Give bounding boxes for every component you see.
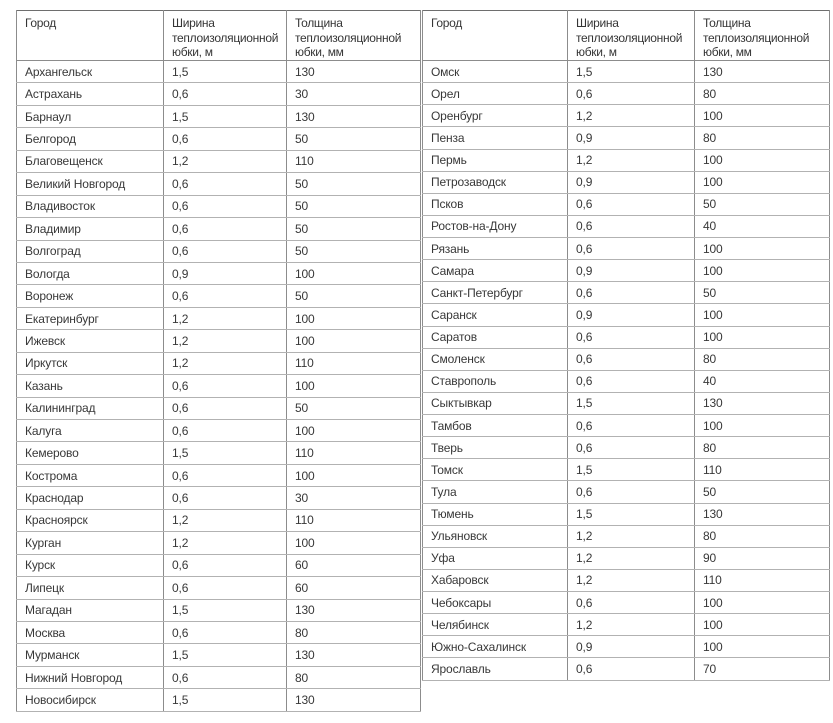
thickness-cell: 130 — [695, 61, 830, 83]
table-row — [423, 592, 830, 614]
width-cell: 1,5 — [164, 599, 287, 621]
thickness-cell: 100 — [695, 238, 830, 260]
table-row — [423, 503, 830, 525]
width-cell: 0,6 — [164, 621, 287, 643]
width-cell: 1,5 — [164, 61, 287, 83]
table-row — [17, 352, 421, 374]
width-cell: 1,5 — [568, 61, 695, 83]
thickness-cell: 110 — [287, 352, 421, 374]
city-cell: Петрозаводск — [423, 171, 568, 193]
width-cell: 1,5 — [164, 689, 287, 711]
thickness-cell: 30 — [287, 487, 421, 509]
table-row — [17, 689, 421, 711]
city-cell: Владимир — [17, 218, 164, 240]
width-cell: 0,6 — [568, 193, 695, 215]
city-cell: Казань — [17, 375, 164, 397]
city-cell: Новосибирск — [17, 689, 164, 711]
table-row — [17, 666, 421, 688]
width-cell: 1,2 — [164, 509, 287, 531]
table-row — [17, 644, 421, 666]
width-cell: 1,5 — [568, 459, 695, 481]
width-cell: 0,6 — [164, 285, 287, 307]
width-cell: 0,9 — [568, 636, 695, 658]
city-cell: Красноярск — [17, 509, 164, 531]
table-row — [423, 614, 830, 636]
thickness-cell: 80 — [695, 83, 830, 105]
header-row — [423, 11, 830, 61]
city-cell: Магадан — [17, 599, 164, 621]
width-cell: 1,2 — [164, 352, 287, 374]
table-row — [17, 307, 421, 329]
city-cell: Санкт-Петербург — [423, 282, 568, 304]
table-row — [423, 61, 830, 83]
width-cell: 0,6 — [568, 215, 695, 237]
table-row — [17, 442, 421, 464]
width-cell: 1,5 — [164, 442, 287, 464]
width-cell: 1,2 — [568, 547, 695, 569]
thickness-cell: 110 — [695, 459, 830, 481]
city-cell: Волгоград — [17, 240, 164, 262]
table-row — [423, 238, 830, 260]
width-cell: 1,5 — [164, 644, 287, 666]
thickness-cell: 100 — [695, 171, 830, 193]
city-cell: Кострома — [17, 464, 164, 486]
city-cell: Нижний Новгород — [17, 666, 164, 688]
thickness-cell: 50 — [287, 128, 421, 150]
width-cell: 0,9 — [568, 127, 695, 149]
city-cell: Липецк — [17, 577, 164, 599]
table-row — [423, 105, 830, 127]
city-cell: Южно-Сахалинск — [423, 636, 568, 658]
city-cell: Благовещенск — [17, 150, 164, 172]
city-cell: Уфа — [423, 547, 568, 569]
city-cell: Смоленск — [423, 348, 568, 370]
table-row — [423, 149, 830, 171]
width-cell: 1,2 — [164, 532, 287, 554]
thickness-cell: 110 — [287, 509, 421, 531]
thickness-cell: 40 — [695, 215, 830, 237]
thickness-cell: 130 — [287, 644, 421, 666]
table-row — [17, 330, 421, 352]
table-row — [423, 547, 830, 569]
width-cell: 1,2 — [164, 150, 287, 172]
city-cell: Сыктывкар — [423, 392, 568, 414]
table-row — [17, 621, 421, 643]
thickness-cell: 130 — [287, 61, 421, 83]
table-row — [17, 397, 421, 419]
city-cell: Ижевск — [17, 330, 164, 352]
city-cell: Омск — [423, 61, 568, 83]
width-cell: 0,6 — [164, 577, 287, 599]
thickness-cell: 100 — [287, 375, 421, 397]
table-row — [423, 370, 830, 392]
width-cell: 0,6 — [568, 326, 695, 348]
thickness-cell: 70 — [695, 658, 830, 680]
city-cell: Великий Новгород — [17, 173, 164, 195]
city-cell: Самара — [423, 260, 568, 282]
width-cell: 0,9 — [164, 262, 287, 284]
width-cell: 0,6 — [568, 238, 695, 260]
city-cell: Астрахань — [17, 83, 164, 105]
city-cell: Саратов — [423, 326, 568, 348]
thickness-cell: 110 — [287, 442, 421, 464]
table-row — [423, 304, 830, 326]
width-cell: 1,2 — [568, 105, 695, 127]
width-cell: 0,6 — [568, 437, 695, 459]
width-cell: 0,6 — [568, 415, 695, 437]
city-cell: Ульяновск — [423, 525, 568, 547]
thickness-cell: 80 — [695, 348, 830, 370]
thickness-cell: 50 — [287, 240, 421, 262]
table-row — [17, 240, 421, 262]
city-cell: Оренбург — [423, 105, 568, 127]
city-cell: Архангельск — [17, 61, 164, 83]
city-cell: Хабаровск — [423, 569, 568, 591]
width-cell: 0,6 — [164, 173, 287, 195]
thickness-cell: 110 — [287, 150, 421, 172]
city-cell: Томск — [423, 459, 568, 481]
table-row — [17, 554, 421, 576]
width-cell: 0,6 — [164, 218, 287, 240]
city-cell: Москва — [17, 621, 164, 643]
city-cell: Курск — [17, 554, 164, 576]
city-cell: Владивосток — [17, 195, 164, 217]
thickness-cell: 100 — [287, 464, 421, 486]
table-row — [423, 481, 830, 503]
thickness-cell: 100 — [287, 307, 421, 329]
column-header-width: Ширина теплоизоляционной юбки, м — [164, 11, 287, 61]
thickness-cell: 50 — [287, 285, 421, 307]
city-cell: Кемерово — [17, 442, 164, 464]
table-row — [423, 171, 830, 193]
thickness-cell: 50 — [287, 173, 421, 195]
width-cell: 0,6 — [568, 282, 695, 304]
thickness-cell: 40 — [695, 370, 830, 392]
city-cell: Калуга — [17, 420, 164, 442]
width-cell: 0,6 — [164, 240, 287, 262]
width-cell: 0,6 — [164, 128, 287, 150]
thickness-cell: 130 — [287, 105, 421, 127]
width-cell: 0,6 — [568, 592, 695, 614]
thickness-cell: 130 — [695, 392, 830, 414]
thickness-cell: 130 — [287, 689, 421, 711]
table-row — [17, 83, 421, 105]
table-row — [17, 464, 421, 486]
thickness-cell: 100 — [287, 330, 421, 352]
table-row — [423, 326, 830, 348]
table-row — [423, 83, 830, 105]
thickness-cell: 100 — [695, 636, 830, 658]
city-cell: Рязань — [423, 238, 568, 260]
city-cell: Екатеринбург — [17, 307, 164, 329]
width-cell: 0,6 — [164, 83, 287, 105]
width-cell: 1,5 — [568, 503, 695, 525]
thickness-cell: 100 — [287, 262, 421, 284]
thickness-cell: 60 — [287, 577, 421, 599]
thickness-cell: 50 — [695, 193, 830, 215]
city-cell: Воронеж — [17, 285, 164, 307]
table-row — [423, 658, 830, 680]
width-cell: 1,2 — [568, 614, 695, 636]
width-cell: 0,6 — [568, 348, 695, 370]
width-cell: 0,6 — [568, 481, 695, 503]
column-header-width: Ширина теплоизоляционной юбки, м — [568, 11, 695, 61]
width-cell: 0,6 — [164, 375, 287, 397]
column-header-city: Город — [423, 11, 568, 61]
width-cell: 0,6 — [568, 370, 695, 392]
table-row — [17, 577, 421, 599]
table-row — [17, 532, 421, 554]
thickness-cell: 80 — [695, 437, 830, 459]
city-cell: Курган — [17, 532, 164, 554]
thickness-cell: 50 — [287, 397, 421, 419]
table-row — [423, 215, 830, 237]
table-row — [17, 218, 421, 240]
width-cell: 0,6 — [164, 397, 287, 419]
thickness-cell: 80 — [287, 666, 421, 688]
table-row — [17, 61, 421, 83]
table-row — [17, 105, 421, 127]
width-cell: 1,2 — [568, 569, 695, 591]
width-cell: 0,9 — [568, 171, 695, 193]
city-cell: Пермь — [423, 149, 568, 171]
city-cell: Ростов-на-Дону — [423, 215, 568, 237]
city-cell: Мурманск — [17, 644, 164, 666]
thickness-cell: 90 — [695, 547, 830, 569]
city-cell: Тамбов — [423, 415, 568, 437]
city-cell: Иркутск — [17, 352, 164, 374]
table-row — [423, 260, 830, 282]
width-cell: 0,6 — [164, 554, 287, 576]
thickness-cell: 130 — [695, 503, 830, 525]
thickness-cell: 130 — [287, 599, 421, 621]
table-row — [423, 193, 830, 215]
width-cell: 0,6 — [568, 658, 695, 680]
thickness-cell: 100 — [287, 420, 421, 442]
table-row — [17, 285, 421, 307]
width-cell: 1,5 — [164, 105, 287, 127]
width-cell: 0,6 — [568, 83, 695, 105]
thickness-cell: 100 — [695, 105, 830, 127]
table-row — [17, 487, 421, 509]
table-row — [423, 525, 830, 547]
width-cell: 0,6 — [164, 195, 287, 217]
city-cell: Краснодар — [17, 487, 164, 509]
width-cell: 0,6 — [164, 464, 287, 486]
table-row — [423, 282, 830, 304]
thickness-cell: 100 — [287, 532, 421, 554]
table-row — [423, 569, 830, 591]
city-cell: Псков — [423, 193, 568, 215]
table-row — [17, 420, 421, 442]
city-cell: Ставрополь — [423, 370, 568, 392]
width-cell: 1,2 — [164, 330, 287, 352]
table-row — [423, 348, 830, 370]
city-cell: Тюмень — [423, 503, 568, 525]
table-row — [17, 262, 421, 284]
width-cell: 0,6 — [164, 666, 287, 688]
table-row — [423, 392, 830, 414]
table-row — [17, 509, 421, 531]
thickness-cell: 110 — [695, 569, 830, 591]
table-row — [423, 437, 830, 459]
city-cell: Тверь — [423, 437, 568, 459]
insulation-table-left — [16, 10, 421, 712]
thickness-cell: 100 — [695, 326, 830, 348]
thickness-cell: 50 — [287, 195, 421, 217]
table-row — [17, 173, 421, 195]
width-cell: 0,9 — [568, 260, 695, 282]
thickness-cell: 100 — [695, 592, 830, 614]
thickness-cell: 50 — [695, 481, 830, 503]
city-cell: Челябинск — [423, 614, 568, 636]
thickness-cell: 80 — [287, 621, 421, 643]
city-cell: Чебоксары — [423, 592, 568, 614]
insulation-skirt-tables — [16, 10, 833, 712]
column-header-city: Город — [17, 11, 164, 61]
table-row — [17, 195, 421, 217]
city-cell: Ярославль — [423, 658, 568, 680]
table-row — [423, 127, 830, 149]
table-row — [17, 128, 421, 150]
header-row — [17, 11, 421, 61]
width-cell: 0,9 — [568, 304, 695, 326]
width-cell: 1,5 — [568, 392, 695, 414]
thickness-cell: 50 — [695, 282, 830, 304]
table-row — [17, 375, 421, 397]
city-cell: Белгород — [17, 128, 164, 150]
city-cell: Калининград — [17, 397, 164, 419]
thickness-cell: 80 — [695, 525, 830, 547]
table-row — [17, 150, 421, 172]
column-header-thickness: Толщина теплоизоляционной юбки, мм — [287, 11, 421, 61]
column-header-thickness: Толщина теплоизоляционной юбки, мм — [695, 11, 830, 61]
width-cell: 1,2 — [164, 307, 287, 329]
city-cell: Вологда — [17, 262, 164, 284]
thickness-cell: 60 — [287, 554, 421, 576]
width-cell: 1,2 — [568, 525, 695, 547]
thickness-cell: 30 — [287, 83, 421, 105]
city-cell: Саранск — [423, 304, 568, 326]
thickness-cell: 100 — [695, 415, 830, 437]
table-row — [423, 459, 830, 481]
city-cell: Пенза — [423, 127, 568, 149]
thickness-cell: 100 — [695, 260, 830, 282]
table-row — [423, 636, 830, 658]
table-row — [423, 415, 830, 437]
city-cell: Орел — [423, 83, 568, 105]
thickness-cell: 100 — [695, 149, 830, 171]
thickness-cell: 100 — [695, 304, 830, 326]
thickness-cell: 50 — [287, 218, 421, 240]
width-cell: 0,6 — [164, 487, 287, 509]
city-cell: Тула — [423, 481, 568, 503]
thickness-cell: 80 — [695, 127, 830, 149]
city-cell: Барнаул — [17, 105, 164, 127]
insulation-table-right — [422, 10, 830, 681]
table-row — [17, 599, 421, 621]
width-cell: 1,2 — [568, 149, 695, 171]
width-cell: 0,6 — [164, 420, 287, 442]
thickness-cell: 100 — [695, 614, 830, 636]
